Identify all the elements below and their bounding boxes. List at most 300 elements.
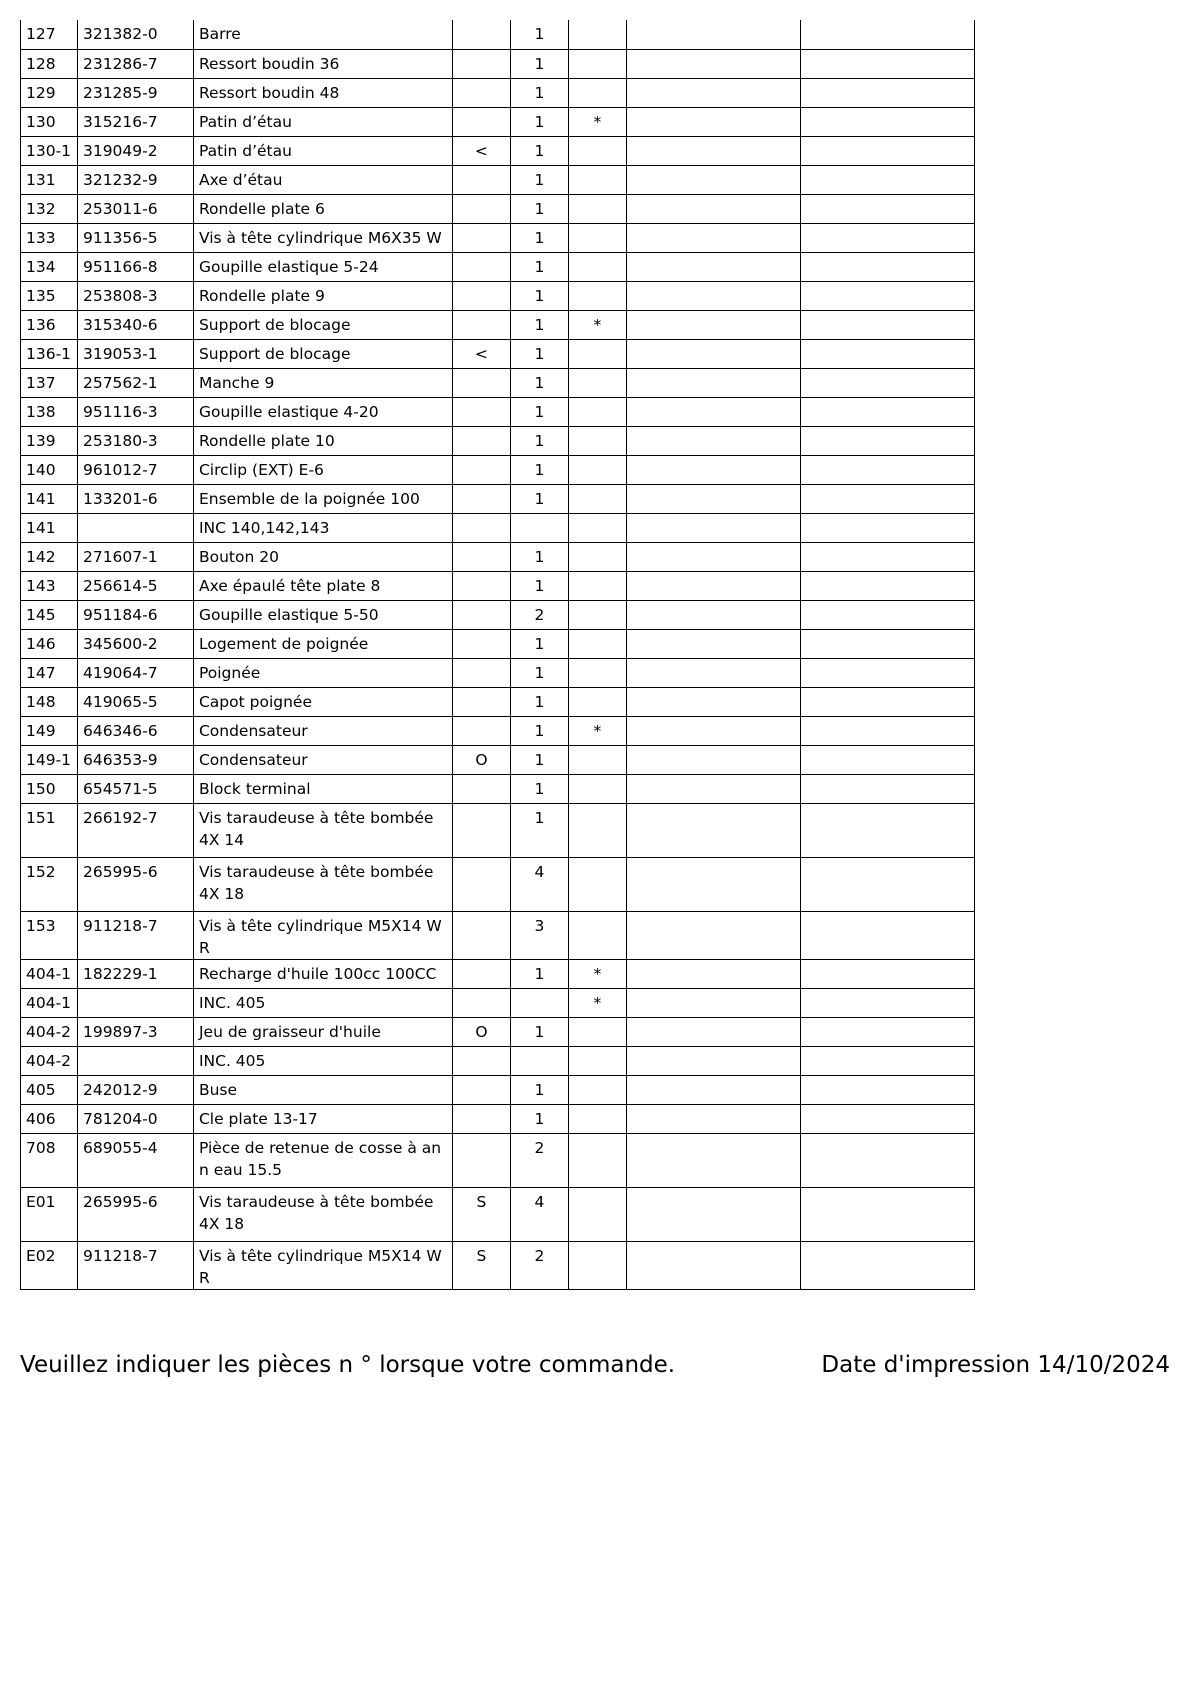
item-number-cell: 406	[21, 1104, 78, 1133]
empty-cell	[800, 397, 974, 426]
empty-cell	[626, 107, 800, 136]
part-number-cell: 199897-3	[77, 1017, 193, 1046]
table-row	[21, 252, 975, 281]
quantity-cell	[510, 513, 568, 542]
empty-cell	[800, 571, 974, 600]
empty-cell	[800, 911, 974, 959]
empty-cell	[800, 629, 974, 658]
description-cell: Poignée	[193, 658, 452, 687]
part-number-cell: 253180-3	[77, 426, 193, 455]
part-number-cell: 951184-6	[77, 600, 193, 629]
quantity-cell: 1	[510, 368, 568, 397]
item-number-cell: 136-1	[21, 339, 78, 368]
description-cell: Vis à tête cylindrique M5X14 WR	[193, 1241, 452, 1289]
item-number-cell: 130-1	[21, 136, 78, 165]
item-number-cell: 136	[21, 310, 78, 339]
note-cell	[568, 78, 626, 107]
item-number-cell: 153	[21, 911, 78, 959]
item-number-cell: 404-2	[21, 1017, 78, 1046]
quantity-cell: 1	[510, 397, 568, 426]
note-cell	[568, 745, 626, 774]
description-cell: Bouton 20	[193, 542, 452, 571]
empty-cell	[626, 368, 800, 397]
part-number-cell	[77, 988, 193, 1017]
quantity-cell: 1	[510, 20, 568, 49]
part-number-cell: 951166-8	[77, 252, 193, 281]
table-row	[21, 1075, 975, 1104]
quantity-cell: 1	[510, 223, 568, 252]
note-cell: *	[568, 716, 626, 745]
table-row	[21, 1104, 975, 1133]
empty-cell	[626, 1241, 800, 1289]
table-row	[21, 774, 975, 803]
table-row	[21, 339, 975, 368]
part-number-cell: 315340-6	[77, 310, 193, 339]
note-cell	[568, 911, 626, 959]
item-number-cell: 138	[21, 397, 78, 426]
table-row	[21, 687, 975, 716]
description-cell: Goupille elastique 4-20	[193, 397, 452, 426]
empty-cell	[800, 136, 974, 165]
empty-cell	[626, 600, 800, 629]
table-row	[21, 165, 975, 194]
table-row	[21, 426, 975, 455]
note-cell	[568, 600, 626, 629]
table-row	[21, 223, 975, 252]
note-cell	[568, 774, 626, 803]
empty-cell	[800, 716, 974, 745]
empty-cell	[626, 484, 800, 513]
table-row	[21, 49, 975, 78]
description-cell: Patin d’étau	[193, 136, 452, 165]
part-number-cell: 689055-4	[77, 1133, 193, 1187]
mark-cell	[452, 571, 510, 600]
empty-cell	[626, 78, 800, 107]
quantity-cell: 1	[510, 629, 568, 658]
mark-cell	[452, 455, 510, 484]
empty-cell	[626, 571, 800, 600]
mark-cell	[452, 774, 510, 803]
empty-cell	[800, 252, 974, 281]
quantity-cell: 3	[510, 911, 568, 959]
empty-cell	[800, 1075, 974, 1104]
quantity-cell: 1	[510, 1075, 568, 1104]
description-cell: Ensemble de la poignée 100	[193, 484, 452, 513]
item-number-cell: 139	[21, 426, 78, 455]
table-row	[21, 571, 975, 600]
empty-cell	[800, 542, 974, 571]
mark-cell: <	[452, 339, 510, 368]
note-cell	[568, 1133, 626, 1187]
description-cell: Vis taraudeuse à tête bombée 4X 18	[193, 1187, 452, 1241]
item-number-cell: 151	[21, 803, 78, 857]
empty-cell	[626, 687, 800, 716]
table-row	[21, 542, 975, 571]
mark-cell	[452, 959, 510, 988]
table-row	[21, 513, 975, 542]
mark-cell	[452, 1133, 510, 1187]
item-number-cell: 152	[21, 857, 78, 911]
item-number-cell: 133	[21, 223, 78, 252]
empty-cell	[626, 194, 800, 223]
description-cell: Vis à tête cylindrique M6X35 W	[193, 223, 452, 252]
note-cell	[568, 571, 626, 600]
table-row	[21, 368, 975, 397]
empty-cell	[626, 716, 800, 745]
description-cell: Manche 9	[193, 368, 452, 397]
quantity-cell: 1	[510, 252, 568, 281]
mark-cell	[452, 397, 510, 426]
part-number-cell: 911356-5	[77, 223, 193, 252]
item-number-cell: 134	[21, 252, 78, 281]
quantity-cell: 1	[510, 571, 568, 600]
description-cell: Vis à tête cylindrique M5X14 WR	[193, 911, 452, 959]
note-cell	[568, 1046, 626, 1075]
part-number-cell: 271607-1	[77, 542, 193, 571]
description-cell: Recharge d'huile 100cc 100CC	[193, 959, 452, 988]
empty-cell	[800, 1017, 974, 1046]
empty-cell	[626, 774, 800, 803]
mark-cell	[452, 368, 510, 397]
quantity-cell: 1	[510, 455, 568, 484]
description-cell: Cle plate 13-17	[193, 1104, 452, 1133]
note-cell	[568, 1104, 626, 1133]
description-cell: Goupille elastique 5-24	[193, 252, 452, 281]
table-row	[21, 194, 975, 223]
note-cell	[568, 49, 626, 78]
table-row	[21, 911, 975, 959]
empty-cell	[626, 542, 800, 571]
item-number-cell: 143	[21, 571, 78, 600]
empty-cell	[626, 20, 800, 49]
table-row	[21, 397, 975, 426]
empty-cell	[626, 911, 800, 959]
empty-cell	[800, 513, 974, 542]
table-row	[21, 78, 975, 107]
quantity-cell: 4	[510, 1187, 568, 1241]
table-row	[21, 1133, 975, 1187]
note-cell	[568, 687, 626, 716]
note-cell	[568, 484, 626, 513]
part-number-cell: 321232-9	[77, 165, 193, 194]
mark-cell	[452, 600, 510, 629]
empty-cell	[626, 803, 800, 857]
part-number-cell: 961012-7	[77, 455, 193, 484]
table-row	[21, 20, 975, 49]
empty-cell	[626, 426, 800, 455]
description-cell: Vis taraudeuse à tête bombée 4X 14	[193, 803, 452, 857]
description-cell: Pièce de retenue de cosse à ann eau 15.5	[193, 1133, 452, 1187]
mark-cell	[452, 988, 510, 1017]
print-date: Date d'impression 14/10/2024	[821, 1352, 1170, 1378]
item-number-cell: 132	[21, 194, 78, 223]
description-cell: Axe épaulé tête plate 8	[193, 571, 452, 600]
note-cell	[568, 252, 626, 281]
empty-cell	[626, 310, 800, 339]
empty-cell	[800, 78, 974, 107]
empty-cell	[800, 368, 974, 397]
quantity-cell: 1	[510, 745, 568, 774]
empty-cell	[626, 1133, 800, 1187]
mark-cell	[452, 1075, 510, 1104]
part-number-cell: 646346-6	[77, 716, 193, 745]
part-number-cell	[77, 513, 193, 542]
empty-cell	[626, 513, 800, 542]
quantity-cell: 1	[510, 78, 568, 107]
order-instruction-note: Veuillez indiquer les pièces n ° lorsque votre commande.	[20, 1352, 676, 1378]
part-number-cell: 654571-5	[77, 774, 193, 803]
part-number-cell: 315216-7	[77, 107, 193, 136]
part-number-cell: 951116-3	[77, 397, 193, 426]
empty-cell	[800, 774, 974, 803]
note-cell	[568, 455, 626, 484]
mark-cell	[452, 107, 510, 136]
empty-cell	[626, 1075, 800, 1104]
empty-cell	[626, 223, 800, 252]
quantity-cell: 1	[510, 803, 568, 857]
description-cell: INC 140,142,143	[193, 513, 452, 542]
description-cell: Buse	[193, 1075, 452, 1104]
part-number-cell: 911218-7	[77, 911, 193, 959]
note-cell	[568, 542, 626, 571]
empty-cell	[800, 658, 974, 687]
quantity-cell: 1	[510, 484, 568, 513]
quantity-cell: 2	[510, 1241, 568, 1289]
empty-cell	[626, 165, 800, 194]
quantity-cell: 1	[510, 194, 568, 223]
empty-cell	[800, 959, 974, 988]
empty-cell	[800, 1241, 974, 1289]
part-number-cell: 182229-1	[77, 959, 193, 988]
description-cell: Capot poignée	[193, 687, 452, 716]
quantity-cell: 1	[510, 959, 568, 988]
mark-cell	[452, 1104, 510, 1133]
description-cell: Jeu de graisseur d'huile	[193, 1017, 452, 1046]
empty-cell	[800, 49, 974, 78]
table-row	[21, 136, 975, 165]
empty-cell	[626, 136, 800, 165]
note-cell	[568, 194, 626, 223]
quantity-cell: 2	[510, 1133, 568, 1187]
description-cell: Circlip (EXT) E-6	[193, 455, 452, 484]
quantity-cell: 1	[510, 310, 568, 339]
mark-cell	[452, 223, 510, 252]
note-cell	[568, 803, 626, 857]
empty-cell	[800, 165, 974, 194]
mark-cell	[452, 310, 510, 339]
note-cell: *	[568, 988, 626, 1017]
mark-cell	[452, 857, 510, 911]
table-row	[21, 658, 975, 687]
table-row	[21, 1046, 975, 1075]
item-number-cell: 130	[21, 107, 78, 136]
mark-cell	[452, 687, 510, 716]
note-cell: *	[568, 959, 626, 988]
empty-cell	[626, 1104, 800, 1133]
note-cell	[568, 1017, 626, 1046]
table-row	[21, 1017, 975, 1046]
mark-cell	[452, 716, 510, 745]
empty-cell	[626, 745, 800, 774]
item-number-cell: 142	[21, 542, 78, 571]
table-row	[21, 716, 975, 745]
mark-cell: S	[452, 1187, 510, 1241]
part-number-cell: 419065-5	[77, 687, 193, 716]
item-number-cell: 135	[21, 281, 78, 310]
description-cell: Logement de poignée	[193, 629, 452, 658]
item-number-cell: 146	[21, 629, 78, 658]
quantity-cell: 4	[510, 857, 568, 911]
quantity-cell	[510, 1046, 568, 1075]
table-row	[21, 484, 975, 513]
part-number-cell: 265995-6	[77, 1187, 193, 1241]
empty-cell	[800, 484, 974, 513]
mark-cell: O	[452, 1017, 510, 1046]
empty-cell	[800, 107, 974, 136]
empty-cell	[800, 20, 974, 49]
part-number-cell: 133201-6	[77, 484, 193, 513]
table-row	[21, 107, 975, 136]
part-number-cell: 231286-7	[77, 49, 193, 78]
quantity-cell: 1	[510, 165, 568, 194]
mark-cell	[452, 513, 510, 542]
part-number-cell: 345600-2	[77, 629, 193, 658]
quantity-cell: 1	[510, 542, 568, 571]
item-number-cell: E02	[21, 1241, 78, 1289]
table-row	[21, 455, 975, 484]
empty-cell	[800, 1187, 974, 1241]
item-number-cell: 150	[21, 774, 78, 803]
description-cell: Condensateur	[193, 716, 452, 745]
description-cell: Block terminal	[193, 774, 452, 803]
item-number-cell: 137	[21, 368, 78, 397]
quantity-cell: 1	[510, 49, 568, 78]
quantity-cell: 1	[510, 658, 568, 687]
empty-cell	[800, 281, 974, 310]
part-number-cell: 646353-9	[77, 745, 193, 774]
part-number-cell: 265995-6	[77, 857, 193, 911]
quantity-cell: 1	[510, 774, 568, 803]
quantity-cell: 1	[510, 1017, 568, 1046]
part-number-cell: 253011-6	[77, 194, 193, 223]
note-cell	[568, 513, 626, 542]
note-cell	[568, 1187, 626, 1241]
description-cell: Ressort boudin 48	[193, 78, 452, 107]
empty-cell	[800, 687, 974, 716]
empty-cell	[626, 1017, 800, 1046]
item-number-cell: 131	[21, 165, 78, 194]
quantity-cell	[510, 988, 568, 1017]
part-number-cell: 319049-2	[77, 136, 193, 165]
note-cell	[568, 1241, 626, 1289]
empty-cell	[626, 281, 800, 310]
note-cell	[568, 658, 626, 687]
quantity-cell: 1	[510, 426, 568, 455]
description-cell: Support de blocage	[193, 339, 452, 368]
mark-cell	[452, 1046, 510, 1075]
part-number-cell: 231285-9	[77, 78, 193, 107]
item-number-cell: 141	[21, 484, 78, 513]
table-row	[21, 281, 975, 310]
quantity-cell: 1	[510, 107, 568, 136]
item-number-cell: 148	[21, 687, 78, 716]
empty-cell	[800, 1104, 974, 1133]
item-number-cell: 404-1	[21, 959, 78, 988]
note-cell	[568, 1075, 626, 1104]
note-cell	[568, 136, 626, 165]
empty-cell	[626, 629, 800, 658]
empty-cell	[800, 600, 974, 629]
empty-cell	[800, 857, 974, 911]
description-cell: Support de blocage	[193, 310, 452, 339]
mark-cell	[452, 484, 510, 513]
description-cell: Patin d’étau	[193, 107, 452, 136]
note-cell	[568, 857, 626, 911]
mark-cell	[452, 658, 510, 687]
empty-cell	[800, 803, 974, 857]
item-number-cell: 708	[21, 1133, 78, 1187]
note-cell	[568, 339, 626, 368]
item-number-cell: 405	[21, 1075, 78, 1104]
empty-cell	[800, 745, 974, 774]
description-cell: Ressort boudin 36	[193, 49, 452, 78]
description-cell: INC. 405	[193, 1046, 452, 1075]
mark-cell: <	[452, 136, 510, 165]
empty-cell	[626, 1046, 800, 1075]
quantity-cell: 1	[510, 716, 568, 745]
empty-cell	[626, 857, 800, 911]
table-row	[21, 959, 975, 988]
part-number-cell: 911218-7	[77, 1241, 193, 1289]
empty-cell	[626, 455, 800, 484]
quantity-cell: 1	[510, 281, 568, 310]
note-cell	[568, 20, 626, 49]
description-cell: INC. 405	[193, 988, 452, 1017]
item-number-cell: 149	[21, 716, 78, 745]
item-number-cell: 147	[21, 658, 78, 687]
parts-table	[20, 20, 975, 1290]
mark-cell	[452, 803, 510, 857]
description-cell: Rondelle plate 10	[193, 426, 452, 455]
item-number-cell: 404-1	[21, 988, 78, 1017]
part-number-cell: 257562-1	[77, 368, 193, 397]
note-cell	[568, 281, 626, 310]
quantity-cell: 1	[510, 687, 568, 716]
item-number-cell: 404-2	[21, 1046, 78, 1075]
note-cell: *	[568, 310, 626, 339]
table-row	[21, 310, 975, 339]
empty-cell	[626, 658, 800, 687]
mark-cell: O	[452, 745, 510, 774]
mark-cell	[452, 629, 510, 658]
empty-cell	[800, 1133, 974, 1187]
parts-table-body	[21, 20, 975, 1289]
item-number-cell: 129	[21, 78, 78, 107]
table-row	[21, 745, 975, 774]
note-cell	[568, 629, 626, 658]
empty-cell	[800, 426, 974, 455]
description-cell: Axe d’étau	[193, 165, 452, 194]
item-number-cell: 149-1	[21, 745, 78, 774]
quantity-cell: 1	[510, 136, 568, 165]
note-cell	[568, 368, 626, 397]
mark-cell	[452, 78, 510, 107]
quantity-cell: 1	[510, 1104, 568, 1133]
description-cell: Condensateur	[193, 745, 452, 774]
quantity-cell: 1	[510, 339, 568, 368]
description-cell: Barre	[193, 20, 452, 49]
item-number-cell: 140	[21, 455, 78, 484]
